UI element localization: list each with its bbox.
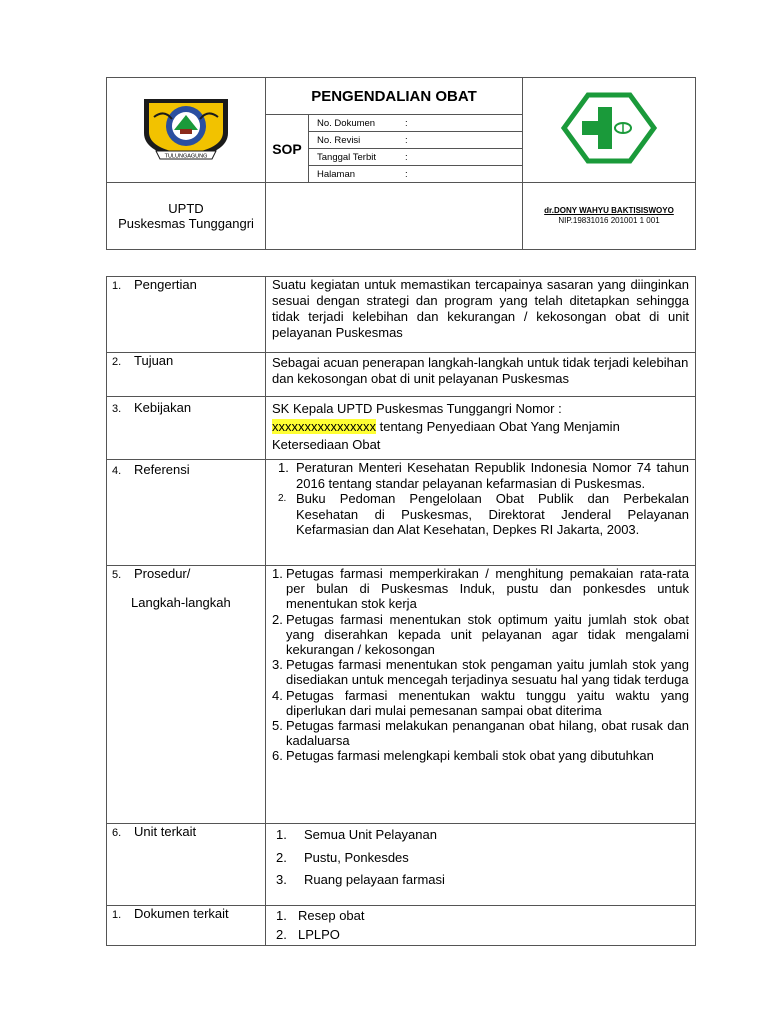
label-referensi: Referensi	[134, 462, 190, 477]
list-item: 6. Petugas farmasi melengkapi kembali stok obat yang dibutuhkan	[272, 748, 654, 764]
row-unit-terkait: 6. Unit terkait 1. Semua Unit Pelayanan 2. Pustu, Ponkesdes 3. Ruang pelayaan farmasi	[107, 824, 696, 906]
empty-cell	[266, 183, 523, 250]
list-item: 2. Petugas farmasi menentukan stok optimum yaitu jumlah stok obat yang diserahkan kepada unit pelayanan agar tidak mengalami kekurangan / kekosongan	[272, 611, 689, 658]
list-item: 4. Petugas farmasi menentukan waktu tunggu yaitu waktu yang diperlukan dari mulai pemesanan sampai obat diterima	[272, 687, 689, 718]
row-kebijakan: 3. Kebijakan SK Kepala UPTD Puskesmas Tunggangri Nomor : xxxxxxxxxxxxxxxx tentang Penyediaan Obat Yang Menjamin Ketersediaan Obat	[107, 397, 696, 460]
list-item: 2. Pustu, Ponkesdes	[276, 849, 409, 865]
row-referensi: 4. Referensi 1. Peraturan Menteri Kesehatan Republik Indonesia Nomor 74 tahun 2016 tentang standar pelayanan kefarmasian di Puskesmas. 2. Buku Pedoman Pengelolaan Obat Publik dan Perbekalan Kesehatan di Puskesmas, Direktorat Jenderal Pelayanan Kefarmasian dan Alat Kesehatan, Depkes RI Jakarta, 2003.	[107, 460, 696, 566]
meta-halaman: Halaman :	[317, 168, 408, 180]
document-meta	[309, 115, 522, 182]
regency-logo-cell	[107, 78, 266, 183]
label-pengertian: Pengertian	[134, 277, 197, 292]
list-item: 3. Ruang pelayaan farmasi	[276, 872, 445, 887]
signature-cell	[523, 183, 696, 250]
meta-tanggal-terbit: Tanggal Terbit :	[309, 149, 522, 166]
row-prosedur: 5. Prosedur/ Langkah-langkah 1. Petugas farmasi memperkirakan / menghitung pemakaian rata-rata per bulan di Puskesmas Induk, pustu dan ponkesdes untuk menentukan stok kerja 2. Petugas farmasi menentukan stok optimum yaitu jumlah stok obat yang diserahkan kepada unit pelayanan agar tidak mengalami kekurangan / kekosongan 3. Petugas farmasi menentukan stok pengaman yaitu jumlah stok yang disediakan untuk mencegah terjadinya sesuatu hal yang tidak terduga 4. Petugas farmasi menentukan waktu tunggu yaitu waktu yang diperlukan dari mulai pemesanan sampai obat diterima 5. Petugas farmasi melakukan penanganan obat hilang, obat rusak dan kadaluarsa 6. Petugas farmasi melengkapi kembali stok obat yang dibutuhkan	[107, 566, 696, 824]
label-dokumen-terkait: Dokumen terkait	[134, 906, 229, 921]
tulungagung-logo-icon	[134, 93, 238, 163]
row-tujuan: 2. Tujuan Sebagai acuan penerapan langkah-langkah untuk tidak terjadi kelebihan dan kekosongan obat di unit pelayanan Puskesmas	[107, 353, 696, 397]
list-prosedur	[266, 566, 696, 824]
text-tujuan: Sebagai acuan penerapan langkah-langkah untuk tidak terjadi kelebihan dan kekosongan obat di unit pelayanan Puskesmas	[266, 353, 696, 397]
meta-no-dokumen: No. Dokumen :	[309, 115, 522, 132]
list-item: 1. Peraturan Menteri Kesehatan Republik Indonesia Nomor 74 tahun 2016 tentang standar pelayanan kefarmasian di Puskesmas.	[278, 460, 689, 491]
signer-nip: NIP.19831016 201001 1 001	[558, 216, 660, 225]
document-title: PENGENDALIAN OBAT	[311, 87, 477, 105]
label-cell: 1. Pengertian	[107, 277, 266, 353]
list-item: 2. Buku Pedoman Pengelolaan Obat Publik dan Perbekalan Kesehatan di Puskesmas, Direktorat Jenderal Pelayanan Kefarmasian dan Alat Kesehatan, Depkes RI Jakarta, 2003.	[278, 491, 689, 537]
signer-name: dr.DONY WAHYU BAKTISISWOYO	[544, 206, 674, 215]
list-unit-terkait	[266, 824, 696, 906]
label-kebijakan: Kebijakan	[134, 400, 192, 415]
list-referensi	[266, 460, 696, 566]
organization-cell	[107, 183, 266, 250]
meta-no-revisi: No. Revisi :	[309, 132, 522, 149]
label-unit-terkait: Unit terkait	[134, 824, 197, 839]
list-dokumen-terkait	[266, 906, 696, 946]
list-item: 1. Semua Unit Pelayanan	[276, 827, 437, 842]
text-pengertian: Suatu kegiatan untuk memastikan tercapainya sasaran yang diinginkan sesuai dengan strategi dan program yang telah ditetapkan sehingga tidak terjadi kelebihan dan kekurangan / kekosongan obat di unit pelayanan Puskesmas	[266, 277, 696, 353]
label-prosedur: Prosedur/	[134, 566, 191, 581]
text-kebijakan: SK Kepala UPTD Puskesmas Tunggangri Nomor : xxxxxxxxxxxxxxxx tentang Penyediaan Obat Yang Menjamin Ketersediaan Obat	[266, 397, 696, 460]
org-line-2: Puskesmas Tunggangri	[118, 216, 254, 231]
label-langkah: Langkah-langkah	[131, 595, 231, 610]
list-item: 1. Resep obat	[276, 908, 365, 923]
row-pengertian	[107, 277, 696, 353]
org-line-1: UPTD	[168, 201, 204, 216]
list-item: 3. Petugas farmasi menentukan stok pengaman yaitu jumlah stok yang disediakan untuk mencegah terjadinya sesuatu hal yang tidak terduga	[272, 657, 689, 688]
puskesmas-logo-cell	[523, 78, 696, 183]
puskesmas-logo-icon	[560, 91, 658, 165]
list-item: 5. Petugas farmasi melakukan penanganan obat hilang, obat rusak dan kadaluarsa	[272, 718, 689, 749]
list-item: 2. LPLPO	[276, 927, 340, 942]
label-tujuan: Tujuan	[134, 353, 174, 368]
sop-label: SOP	[266, 115, 309, 182]
sk-number-placeholder: xxxxxxxxxxxxxxxx	[272, 419, 376, 434]
title-cell	[266, 78, 523, 183]
sop-header-table	[106, 77, 696, 250]
sop-content-table	[106, 276, 696, 946]
logo-ribbon-text: TULUNGAGUNG	[164, 153, 208, 159]
list-item: 1. Petugas farmasi memperkirakan / menghitung pemakaian rata-rata per bulan di Puskesmas Induk, pustu dan ponkesdes untuk menentukan stok kerja	[272, 566, 689, 612]
row-dokumen-terkait: 1. Dokumen terkait 1. Resep obat 2. LPLPO	[107, 906, 696, 946]
